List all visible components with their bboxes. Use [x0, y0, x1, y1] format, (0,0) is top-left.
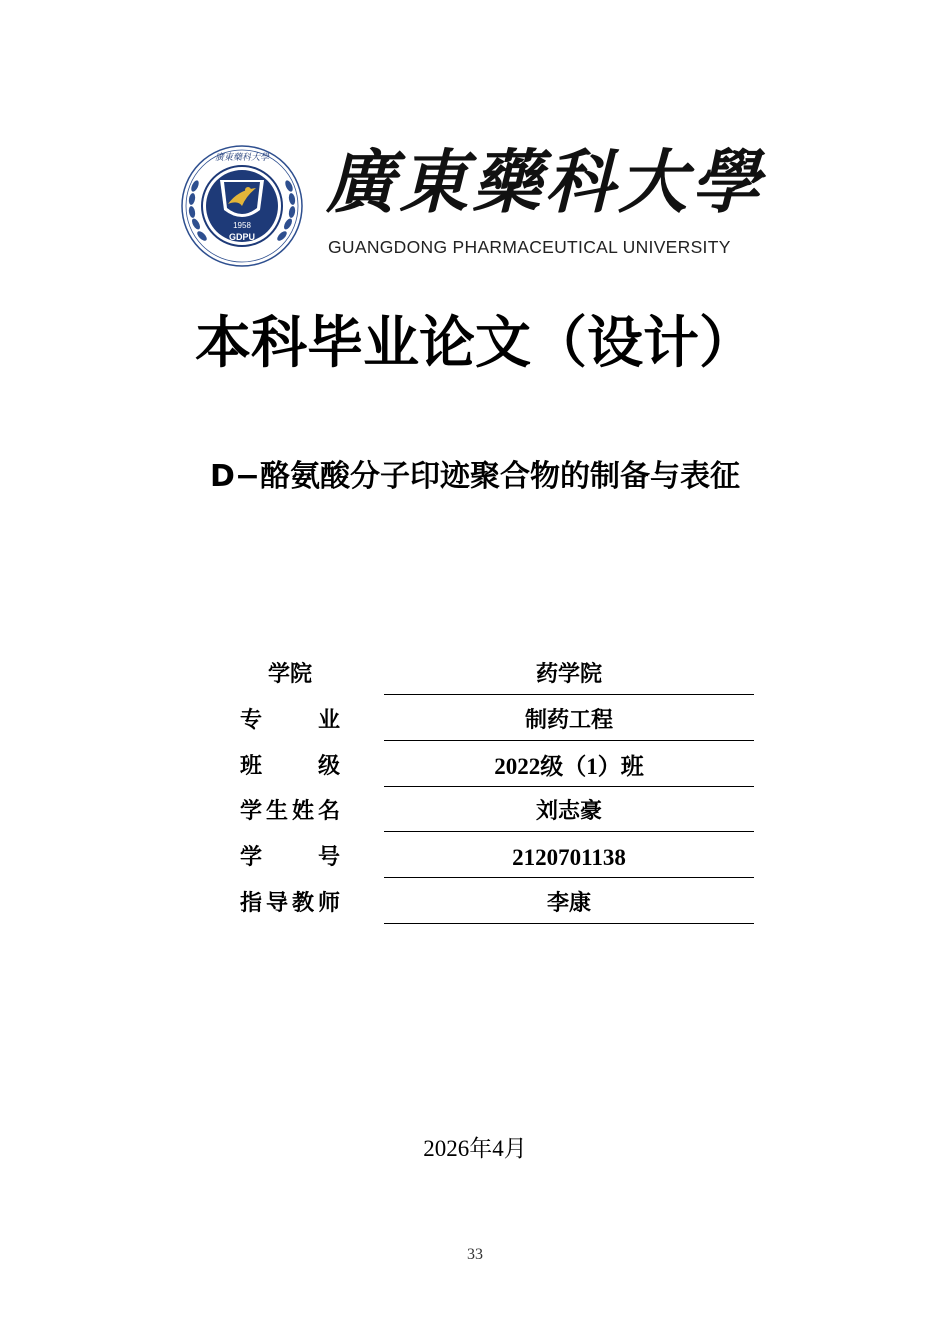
university-name-cn: 廣東藥科大學 — [326, 142, 764, 223]
university-header — [180, 138, 780, 266]
major-value: 制药工程 — [384, 702, 754, 741]
college-label: 学院 — [267, 662, 312, 687]
page-number: 33 — [467, 1246, 483, 1263]
university-seal-logo — [180, 144, 304, 268]
thesis-title: D−酪氨酸分子印迹聚合物的制备与表征 — [209, 459, 741, 494]
info-row-student-name — [226, 789, 756, 835]
advisor-value: 李康 — [384, 885, 754, 924]
student-id-value: 2120701138 — [384, 839, 754, 878]
student-name-label: 学生姓名 — [240, 799, 340, 825]
major-label: 专业 — [240, 707, 340, 733]
advisor-label: 指导教师 — [240, 890, 340, 916]
submission-date: 2026年4月 — [423, 1136, 527, 1161]
info-row-major — [226, 698, 756, 744]
cover-info-table — [226, 652, 756, 927]
info-row-advisor — [226, 881, 756, 927]
info-row-student-id — [226, 835, 756, 881]
seal-abbreviation: GDPU — [228, 232, 256, 242]
document-title: 本科毕业论文（设计） — [195, 311, 755, 376]
seal-year: 1958 — [233, 221, 251, 230]
student-id-label: 学号 — [240, 845, 340, 871]
class-value: 2022级（1）班 — [384, 748, 754, 787]
college-value: 药学院 — [384, 656, 754, 695]
info-row-college — [226, 652, 756, 698]
info-row-class — [226, 744, 756, 790]
student-name-value: 刘志豪 — [384, 793, 754, 832]
university-wordmark — [326, 138, 776, 266]
class-label: 班级 — [240, 753, 340, 779]
university-name-en: GUANGDONG PHARMACEUTICAL UNIVERSITY — [328, 237, 731, 257]
seal-ring-text: 廣東藥科大學 — [214, 153, 270, 163]
